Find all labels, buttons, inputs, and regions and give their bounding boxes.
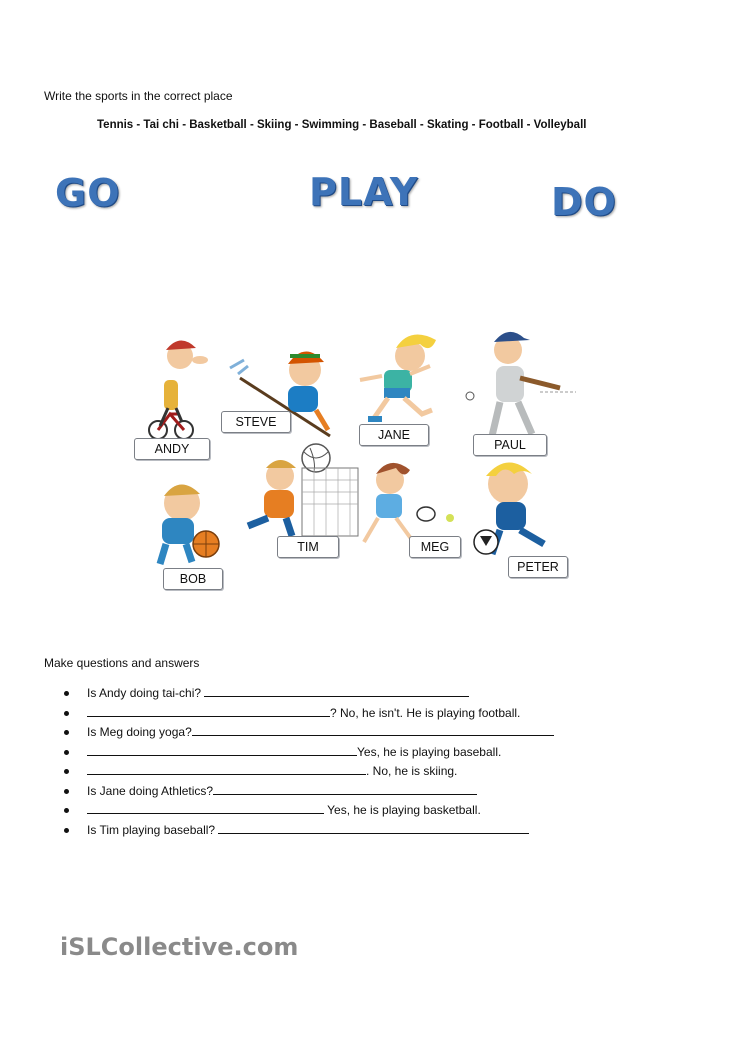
bullet-icon bbox=[64, 691, 69, 696]
runner-figure bbox=[360, 335, 436, 422]
answer-text: ? No, he isn't. He is playing football. bbox=[330, 705, 521, 720]
list-item bbox=[64, 743, 554, 763]
sports-characters-illustration bbox=[120, 318, 590, 598]
list-item bbox=[64, 704, 554, 724]
basketball-player-figure bbox=[160, 484, 219, 564]
answer-blank[interactable] bbox=[204, 684, 469, 697]
question-text: Is Andy doing tai-chi? bbox=[87, 686, 205, 700]
bullet-icon bbox=[64, 769, 69, 774]
list-item bbox=[64, 782, 554, 802]
heading-do: DO bbox=[551, 180, 617, 224]
question-list bbox=[64, 684, 554, 840]
answer-text: Yes, he is playing basketball. bbox=[324, 803, 481, 817]
name-label-andy: ANDY bbox=[134, 438, 210, 460]
section-title: Make questions and answers bbox=[44, 656, 200, 670]
volleyball-player-figure bbox=[248, 444, 358, 536]
answer-blank[interactable] bbox=[218, 821, 529, 834]
bullet-icon bbox=[64, 730, 69, 735]
bullet-icon bbox=[64, 750, 69, 755]
name-label-peter: PETER bbox=[508, 556, 568, 578]
name-label-bob: BOB bbox=[163, 568, 223, 590]
name-label-tim: TIM bbox=[277, 536, 339, 558]
bullet-icon bbox=[64, 789, 69, 794]
name-label-steve: STEVE bbox=[221, 411, 291, 433]
list-item bbox=[64, 762, 554, 782]
question-text: Is Meg doing yoga? bbox=[87, 725, 192, 739]
answer-blank[interactable] bbox=[87, 704, 330, 717]
name-label-paul: PAUL bbox=[473, 434, 547, 456]
heading-go: GO bbox=[55, 171, 121, 215]
answer-blank[interactable] bbox=[87, 743, 357, 756]
answer-blank[interactable] bbox=[213, 782, 477, 795]
answer-blank[interactable] bbox=[87, 801, 324, 814]
bullet-icon bbox=[64, 711, 69, 716]
heading-play: PLAY bbox=[309, 170, 419, 214]
name-label-meg: MEG bbox=[409, 536, 461, 558]
question-text: Is Tim playing baseball? bbox=[87, 822, 219, 837]
instruction-text: Write the sports in the correct place bbox=[44, 89, 233, 103]
tennis-player-figure bbox=[364, 463, 454, 542]
list-item bbox=[64, 821, 554, 841]
answer-text: Yes, he is playing baseball. bbox=[357, 744, 502, 759]
answer-blank[interactable] bbox=[87, 762, 366, 775]
cyclist-figure bbox=[149, 340, 208, 439]
list-item bbox=[64, 801, 554, 821]
list-item bbox=[64, 684, 554, 704]
bullet-icon bbox=[64, 808, 69, 813]
word-bank: Tennis - Tai chi - Basketball - Skiing - Swimming - Baseball - Skating - Football - Volleyball bbox=[97, 119, 587, 131]
name-label-jane: JANE bbox=[359, 424, 429, 446]
watermark-logo: iSLCollective.com bbox=[60, 933, 299, 961]
list-item bbox=[64, 723, 554, 743]
football-player-figure bbox=[474, 462, 544, 554]
bullet-icon bbox=[64, 828, 69, 833]
answer-blank[interactable] bbox=[192, 723, 554, 736]
baseball-player-figure bbox=[466, 332, 576, 436]
answer-text: . No, he is skiing. bbox=[366, 764, 458, 778]
question-text: Is Jane doing Athletics? bbox=[87, 783, 214, 798]
